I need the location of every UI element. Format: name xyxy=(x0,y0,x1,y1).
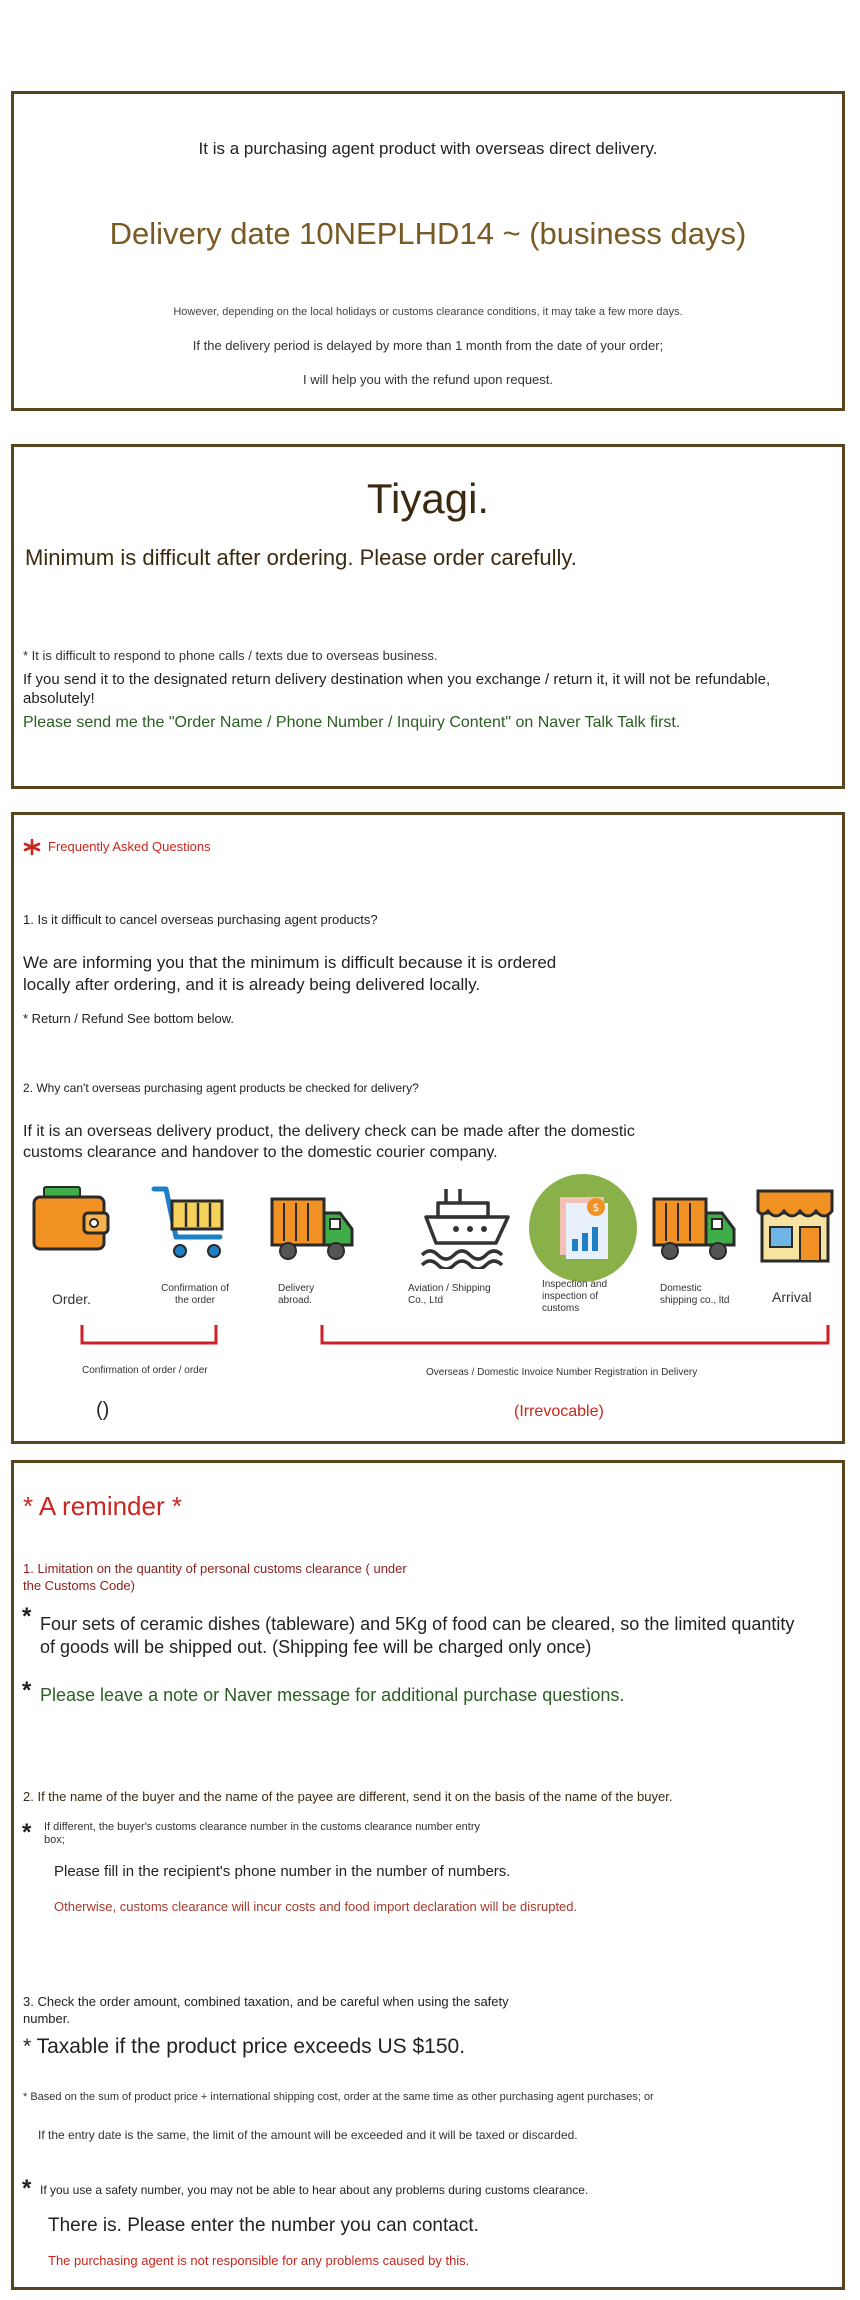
notice-title: Tiyagi. xyxy=(366,475,490,522)
reminder-s2-warning: Otherwise, customs clearance will incur costs and food import declaration will be disrupted. xyxy=(54,1899,578,1914)
faq-a1: We are informing you that the minimum is difficult because it is ordered locally after ordering, and it is already being delivered locally. xyxy=(23,953,557,994)
reminder-s3-heading: 3. Check the order amount, combined taxation, and be careful when using the safety number. xyxy=(23,1994,509,2026)
reminder-s2-heading: 2. If the name of the buyer and the name of the payee are different, send it on the basis of the name of the buyer. xyxy=(23,1789,673,1804)
reminder-box xyxy=(11,1460,845,2290)
notice-subtitle: Minimum is difficult after ordering. Please order carefully. xyxy=(25,545,577,570)
faq-header: Frequently Asked Questions xyxy=(48,839,211,854)
bullet-star-icon: * xyxy=(22,1819,32,1846)
step-label-domestic-shipping: Domestic shipping co., ltd xyxy=(660,1283,730,1306)
delivery-note-small: However, depending on the local holidays or customs clearance conditions, it may take a few more days. xyxy=(173,306,683,318)
reminder-s2-phone: Please fill in the recipient's phone number in the number of numbers. xyxy=(54,1863,511,1880)
invoice-icon xyxy=(528,1173,638,1283)
reminder-s3-note1: * Based on the sum of product price + international shipping cost, order at the same time as other purchasing agent purchases; or xyxy=(23,2091,654,2103)
reminder-s3-contact: There is. Please enter the number you can contact. xyxy=(48,2215,479,2236)
step-label-order: Order. xyxy=(52,1291,91,1307)
truck-icon xyxy=(268,1195,356,1265)
bracket-shipping-phase xyxy=(320,1323,832,1347)
delivery-refund-line: I will help you with the refund upon request. xyxy=(302,372,554,387)
bracket-right-label: Overseas / Domestic Invoice Number Registration in Delivery xyxy=(426,1367,698,1378)
reminder-s1-heading: 1. Limitation on the quantity of personal customs clearance ( under the Customs Code) xyxy=(23,1561,407,1593)
notice-phone-note: * It is difficult to respond to phone calls / texts due to overseas business. xyxy=(23,648,438,663)
step-label-customs: Inspection and inspection of customs xyxy=(542,1279,608,1314)
faq-q1: 1. Is it difficult to cancel overseas purchasing agent products? xyxy=(23,912,378,927)
step-label-confirmation: Confirmation of the order xyxy=(161,1283,229,1306)
delivery-date: Delivery date 10NEPLHD14 ~ (business days) xyxy=(109,216,747,251)
order-notice-box xyxy=(11,444,845,789)
svg-text:$: $ xyxy=(592,1201,600,1214)
faq-q2: 2. Why can't overseas purchasing agent products be checked for delivery? xyxy=(23,1081,419,1095)
cart-icon xyxy=(150,1183,232,1263)
faq-a1-note: * Return / Refund See bottom below. xyxy=(23,1011,235,1026)
bracket-left-label: Confirmation of order / order xyxy=(82,1365,208,1376)
faq-a2: If it is an overseas delivery product, the delivery check can be made after the domestic customs clearance and handover to the domestic courier company. xyxy=(23,1123,635,1161)
reminder-s3-disclaimer: The purchasing agent is not responsible for any problems caused by this. xyxy=(48,2253,470,2268)
ship-icon xyxy=(416,1183,520,1269)
bracket-right-sub: (Irrevocable) xyxy=(514,1403,604,1420)
faq-box xyxy=(11,812,845,1444)
delivery-intro: It is a purchasing agent product with overseas direct delivery. xyxy=(198,139,658,158)
reminder-title: * A reminder * xyxy=(23,1491,182,1521)
truck-icon xyxy=(650,1195,738,1265)
bullet-star-icon: * xyxy=(22,2175,32,2202)
bracket-left-sub: () xyxy=(96,1399,110,1421)
reminder-s1-bullet2: Please leave a note or Naver message for additional purchase questions. xyxy=(40,1685,625,1705)
bracket-order-phase xyxy=(80,1323,220,1347)
notice-return-note: If you send it to the designated return delivery destination when you exchange / return it, it will not be refundable, absolutely! xyxy=(23,671,771,707)
reminder-s3-safety: If you use a safety number, you may not be able to hear about any problems during customs clearance. xyxy=(40,2183,589,2197)
bullet-star-icon: * xyxy=(22,1603,32,1630)
wallet-icon xyxy=(30,1183,112,1255)
delivery-delay-line: If the delivery period is delayed by more than 1 month from the date of your order; xyxy=(192,338,664,353)
asterisk-icon xyxy=(23,838,41,856)
store-icon xyxy=(754,1183,836,1267)
reminder-s2-bullet: If different, the buyer's customs clearance number in the customs clearance number entry box; xyxy=(44,1821,480,1846)
step-label-arrival: Arrival xyxy=(772,1289,812,1305)
step-label-delivery-abroad: Delivery abroad. xyxy=(278,1283,315,1306)
reminder-s3-note2: If the entry date is the same, the limit of the amount will be exceeded and it will be taxed or discarded. xyxy=(38,2128,578,2142)
bullet-star-icon: * xyxy=(22,1677,32,1704)
notice-talk-note: Please send me the "Order Name / Phone Number / Inquiry Content" on Naver Talk Talk first. xyxy=(23,714,681,731)
reminder-s1-bullet1: Four sets of ceramic dishes (tableware) and 5Kg of food can be cleared, so the limited quantity of goods will be shipped out. (Shipping fee will be charged only once) xyxy=(40,1614,795,1657)
reminder-s3-taxable: * Taxable if the product price exceeds US $150. xyxy=(23,2035,466,2058)
delivery-info-box xyxy=(11,91,845,411)
step-label-aviation: Aviation / Shipping Co., Ltd xyxy=(408,1283,491,1306)
